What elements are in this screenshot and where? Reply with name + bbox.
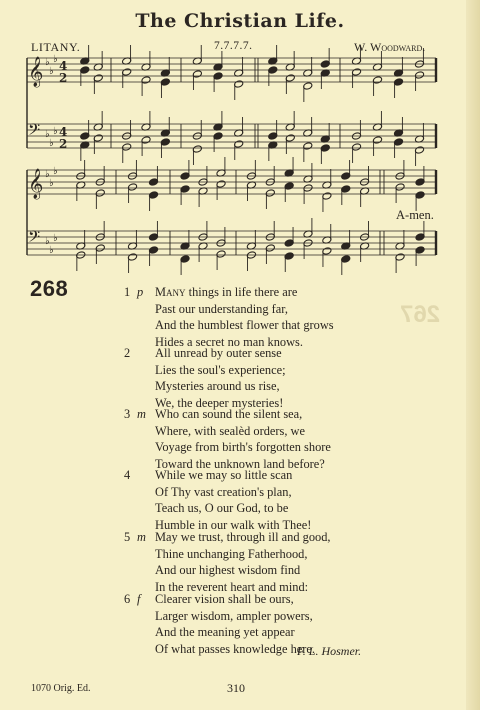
time-signature: 4: [59, 59, 68, 73]
stanza-line: Lies the soul's experience;: [155, 362, 286, 377]
edition-note: 1070 Orig. Ed.: [31, 683, 91, 694]
stanza-line: And our highest wisdom find: [155, 563, 301, 577]
music-score: [0, 0, 480, 280]
flat-sign: ♭: [45, 129, 50, 140]
time-signature: 4: [59, 125, 68, 139]
dynamic-mark: f: [137, 592, 141, 606]
meter: 7.7.7.7.: [214, 40, 253, 52]
flat-sign: ♭: [53, 166, 58, 177]
stanza-line: And the humblest flower that grows: [155, 318, 334, 332]
stanza-number: 5: [124, 530, 131, 544]
hymn-author: F. L. Hosmer.: [297, 644, 362, 658]
stanza-number: 1: [124, 285, 131, 299]
dynamic-mark: m: [137, 407, 146, 421]
stanza-line: Where, with sealèd orders, we: [155, 423, 306, 438]
stanza-line: In the reverent heart and mind:: [155, 579, 309, 594]
stanza-line: Who can sound the silent sea,: [155, 407, 303, 421]
stanza-line: Teach us, O our God, to be: [155, 501, 289, 515]
stanza-line: Voyage from birth's forgotten shore: [155, 440, 331, 454]
treble-clef: 𝄞: [28, 169, 44, 199]
bass-clef: 𝄢: [28, 121, 41, 143]
first-word: Many: [155, 285, 186, 299]
treble-clef: 𝄞: [28, 57, 44, 87]
stanza-line: Of what passes knowledge here.: [155, 641, 315, 656]
dynamic-mark: p: [137, 285, 144, 299]
stanza-line: Of Thy vast creation's plan,: [155, 484, 292, 499]
flat-sign: ♭: [49, 66, 54, 77]
page-number: 310: [227, 681, 245, 695]
flat-sign: ♭: [49, 138, 54, 149]
page-title: The Christian Life.: [135, 10, 345, 32]
bleed-through-number: 267: [400, 301, 441, 328]
stanza-line: Humble in our walk with Thee!: [155, 517, 312, 532]
flat-sign: ♭: [53, 126, 58, 137]
stanza-line: Mysteries around us rise,: [155, 379, 280, 393]
time-signature: 2: [59, 71, 68, 85]
time-signature: 2: [59, 137, 68, 151]
composer: W. Woodward.: [354, 40, 426, 54]
tune-name: LITANY.: [31, 40, 81, 54]
stanza-line: Past our understanding far,: [155, 301, 289, 316]
stanza-line: All unread by outer sense: [155, 346, 282, 360]
stanza-number: 6: [124, 592, 131, 606]
stanza-line: Larger wisdom, ampler powers,: [155, 608, 313, 623]
stanza-line: While we may so little scan: [155, 468, 293, 482]
stanza-2: [124, 345, 424, 411]
flat-sign: ♭: [45, 57, 50, 68]
stanza-line: Toward the unknown land before?: [155, 456, 325, 471]
dynamic-mark: m: [137, 530, 146, 544]
stanza-line: Clearer vision shall be ours,: [155, 592, 294, 606]
stanza-1: [124, 284, 424, 350]
flat-sign: ♭: [45, 169, 50, 180]
stanza-number: 3: [124, 407, 131, 421]
stanza-number: 2: [124, 346, 131, 360]
stanza-4: [124, 467, 424, 533]
flat-sign: ♭: [45, 236, 50, 247]
flat-sign: ♭: [53, 233, 58, 244]
stanza-6: [124, 591, 424, 657]
bass-clef: 𝄢: [28, 228, 41, 250]
hymn-number: 268: [30, 276, 69, 301]
stanza-5: [124, 529, 424, 595]
amen-label: A-men.: [396, 208, 434, 222]
stanza-3: [124, 406, 424, 472]
stanza-line: And the meaning yet appear: [155, 625, 295, 639]
flat-sign: ♭: [53, 54, 58, 65]
stanza-line: Many things in life there are: [155, 285, 298, 299]
flat-sign: ♭: [49, 178, 54, 189]
stanza-line: We, the deeper mysteries!: [155, 395, 284, 410]
stanza-line: Hides a secret no man knows.: [155, 334, 303, 349]
flat-sign: ♭: [49, 245, 54, 256]
stanza-line: Thine unchanging Fatherhood,: [155, 546, 308, 561]
stanza-number: 4: [124, 468, 131, 482]
stanza-line: May we trust, through ill and good,: [155, 530, 331, 544]
